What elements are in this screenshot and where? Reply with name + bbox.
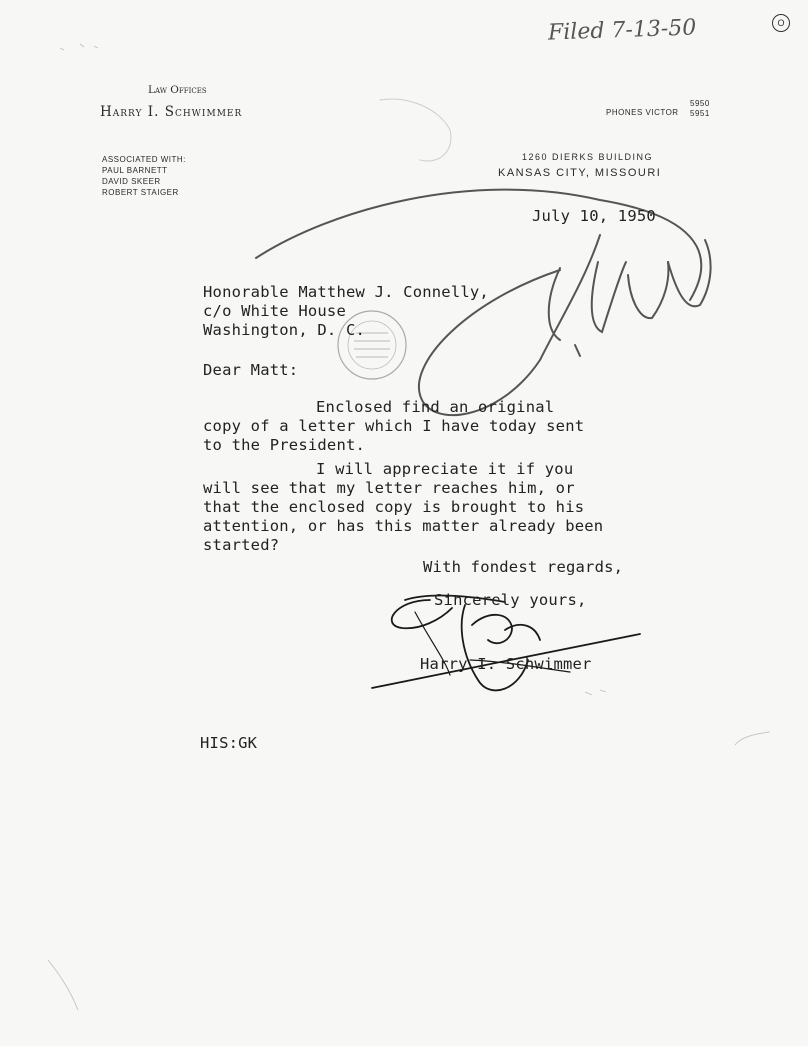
associate-name: ROBERT STAIGER bbox=[102, 188, 179, 197]
body-paragraph-2-line: will see that my letter reaches him, or bbox=[203, 479, 575, 497]
body-paragraph-2-line: I will appreciate it if you bbox=[316, 460, 574, 478]
body-paragraph-2-line: attention, or has this matter already been bbox=[203, 517, 604, 535]
corner-mark-text: O bbox=[777, 18, 785, 28]
closing-regards: With fondest regards, bbox=[423, 558, 624, 576]
associate-name: PAUL BARNETT bbox=[102, 166, 168, 175]
phones-label: PHONES VICTOR bbox=[606, 108, 679, 117]
body-paragraph-1-line: Enclosed find an original bbox=[316, 398, 555, 416]
associates-block bbox=[102, 154, 186, 198]
address-line-1: 1260 DIERKS BUILDING bbox=[522, 152, 654, 162]
recipient-line-3: Washington, D. C. bbox=[203, 321, 366, 339]
body-paragraph-1-line: copy of a letter which I have today sent bbox=[203, 417, 585, 435]
body-paragraph-2-line: started? bbox=[203, 536, 280, 554]
body-paragraph-2-line: that the enclosed copy is brought to his bbox=[203, 498, 585, 516]
typed-signature-name: Harry I. Schwimmer bbox=[420, 655, 592, 673]
recipient-line-2: c/o White House bbox=[203, 302, 346, 320]
letter-date: July 10, 1950 bbox=[532, 207, 656, 225]
address-line-2: KANSAS CITY, MISSOURI bbox=[498, 167, 662, 179]
signature bbox=[372, 596, 640, 691]
phone-number-1: 5950 bbox=[690, 99, 710, 108]
recipient-line-1: Honorable Matthew J. Connelly, bbox=[203, 283, 489, 301]
closing-valediction: Sincerely yours, bbox=[434, 591, 587, 609]
associated-label: ASSOCIATED WITH: bbox=[102, 155, 186, 164]
corner-mark bbox=[772, 14, 790, 32]
attorney-name: Harry I. Schwimmer bbox=[100, 104, 243, 120]
pencil-scrawl bbox=[256, 99, 711, 415]
associate-name: DAVID SKEER bbox=[102, 177, 161, 186]
filing-note: Filed 7-13-50 bbox=[547, 15, 697, 46]
salutation: Dear Matt: bbox=[203, 361, 299, 379]
body-paragraph-1-line: to the President. bbox=[203, 436, 366, 454]
phone-number-2: 5951 bbox=[690, 109, 710, 118]
firm-label: Law Offices bbox=[148, 84, 207, 96]
typist-initials: HIS:GK bbox=[200, 734, 258, 752]
